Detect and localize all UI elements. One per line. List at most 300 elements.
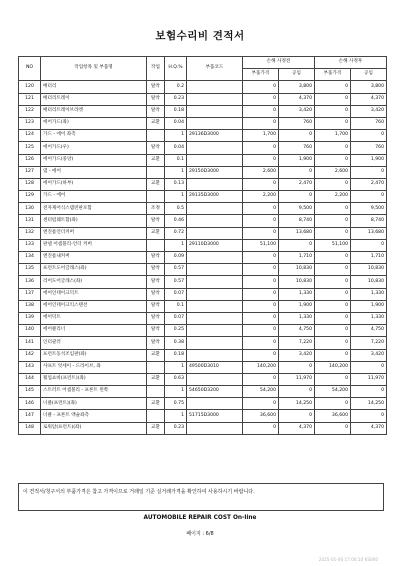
cell-work [147, 410, 165, 422]
cell-after-labor: 1,330 [351, 312, 387, 324]
cell-hq: 0.46 [165, 215, 187, 227]
cell-before-part-price: 0 [243, 203, 279, 215]
cell-hq: 0.2 [165, 81, 187, 93]
table-row [19, 288, 387, 300]
cell-before-labor: 0 [279, 130, 315, 142]
cell-no: 124 [19, 130, 41, 142]
cell-before-labor: 4,370 [279, 422, 315, 434]
cell-code [187, 312, 243, 324]
cell-code [187, 215, 243, 227]
cell-hq: 0.75 [165, 398, 187, 410]
cell-no: 130 [19, 203, 41, 215]
cell-after-labor: 760 [351, 117, 387, 129]
cell-after-labor: 0 [351, 130, 387, 142]
cell-after-part-price: 2,600 [315, 166, 351, 178]
cell-hq: 0.07 [165, 312, 187, 324]
cell-after-part-price: 0 [315, 288, 351, 300]
cell-before-labor: 3,420 [279, 349, 315, 361]
cell-after-labor: 3,420 [351, 349, 387, 361]
cell-after-labor: 0 [351, 361, 387, 373]
cell-before-part-price: 0 [243, 276, 279, 288]
cell-after-part-price: 0 [315, 337, 351, 349]
cell-after-labor: 7,220 [351, 337, 387, 349]
header-after-group: 손해 사정후 [315, 57, 387, 69]
cell-work: 탈착 [147, 81, 165, 93]
cell-no: 139 [19, 312, 41, 324]
cell-work: 교환 [147, 373, 165, 385]
header-before-group: 손해 사정전 [243, 57, 315, 69]
cell-after-part-price: 0 [315, 154, 351, 166]
table-row [19, 410, 387, 422]
table-row [19, 312, 387, 324]
table-row [19, 349, 387, 361]
cell-code: 49500D3010 [187, 361, 243, 373]
cell-no: 147 [19, 410, 41, 422]
cell-code [187, 264, 243, 276]
cell-before-part-price: 0 [243, 252, 279, 264]
cell-after-part-price: 0 [315, 422, 351, 434]
cell-before-labor: 1,330 [279, 312, 315, 324]
cell-work: 탈착 [147, 312, 165, 324]
cell-code [187, 422, 243, 434]
cell-before-labor: 10,830 [279, 264, 315, 276]
cell-item: 휠업쇼바(프런트)(좌) [41, 373, 147, 385]
cell-after-part-price: 0 [315, 276, 351, 288]
table-body [19, 81, 387, 434]
cell-after-part-price: 0 [315, 93, 351, 105]
cell-work: 교환 [147, 178, 165, 190]
cell-before-labor: 8,740 [279, 215, 315, 227]
cell-before-labor: 1,900 [279, 154, 315, 166]
cell-after-part-price: 54,200 [315, 386, 351, 398]
cell-item: 배터리 [41, 81, 147, 93]
cell-before-labor: 11,970 [279, 373, 315, 385]
cell-after-part-price: 0 [315, 203, 351, 215]
cell-after-labor: 760 [351, 142, 387, 154]
cell-work: 탈착 [147, 252, 165, 264]
cell-hq: 0.57 [165, 264, 187, 276]
cell-hq: 1 [165, 166, 187, 178]
cell-before-part-price: 0 [243, 178, 279, 190]
cell-no: 126 [19, 154, 41, 166]
cell-work [147, 130, 165, 142]
cell-after-part-price: 0 [315, 81, 351, 93]
cell-after-labor: 13,680 [351, 227, 387, 239]
cell-no: 144 [19, 373, 41, 385]
cell-after-part-price: 1,700 [315, 130, 351, 142]
cell-code [187, 227, 243, 239]
cell-after-part-price: 140,200 [315, 361, 351, 373]
cell-before-labor: 4,750 [279, 325, 315, 337]
cell-hq: 0.38 [165, 337, 187, 349]
cell-before-part-price: 0 [243, 373, 279, 385]
cell-work: 교환 [147, 154, 165, 166]
cell-after-part-price: 0 [315, 325, 351, 337]
table-row [19, 337, 387, 349]
cell-before-part-price: 54,200 [243, 386, 279, 398]
cell-before-part-price: 51,100 [243, 239, 279, 251]
cell-after-part-price: 36,600 [315, 410, 351, 422]
cell-before-labor: 14,250 [279, 398, 315, 410]
cell-before-labor: 10,830 [279, 276, 315, 288]
cell-work: 탈착 [147, 337, 165, 349]
cell-before-labor: 0 [279, 361, 315, 373]
cell-work: 교환 [147, 422, 165, 434]
cell-item: 가드 - 에어 좌측 [41, 130, 147, 142]
table-row [19, 105, 387, 117]
cell-item: 로워암(프런트)(좌) [41, 422, 147, 434]
cell-hq: 1 [165, 239, 187, 251]
cell-before-labor: 0 [279, 191, 315, 203]
cell-after-labor: 1,330 [351, 288, 387, 300]
cell-no: 122 [19, 105, 41, 117]
cell-code [187, 154, 243, 166]
cell-item: 에어덕트 [41, 312, 147, 324]
cell-before-labor: 2,470 [279, 178, 315, 190]
cell-before-part-price: 1,700 [243, 130, 279, 142]
estimate-table [18, 56, 387, 435]
cell-before-part-price: 0 [243, 142, 279, 154]
cell-before-part-price: 0 [243, 93, 279, 105]
cell-before-part-price: 0 [243, 264, 279, 276]
cell-code [187, 325, 243, 337]
cell-no: 146 [19, 398, 41, 410]
cell-no: 129 [19, 191, 41, 203]
header-no: NO [19, 57, 41, 81]
cell-after-labor: 11,970 [351, 373, 387, 385]
cell-before-part-price: 0 [243, 105, 279, 117]
table-row [19, 252, 387, 264]
cell-before-part-price: 0 [243, 349, 279, 361]
cell-before-part-price: 0 [243, 325, 279, 337]
cell-before-part-price: 2,200 [243, 191, 279, 203]
cell-hq: 0.25 [165, 325, 187, 337]
cell-hq: 1 [165, 130, 187, 142]
cell-hq: 1 [165, 386, 187, 398]
cell-before-part-price: 0 [243, 81, 279, 93]
cell-work: 교환 [147, 398, 165, 410]
cell-code [187, 252, 243, 264]
cell-after-part-price: 0 [315, 142, 351, 154]
cell-code: 54650D3200 [187, 386, 243, 398]
cell-item: 너클(프런트)(좌) [41, 398, 147, 410]
cell-before-part-price: 0 [243, 288, 279, 300]
table-row [19, 361, 387, 373]
cell-after-labor: 4,750 [351, 325, 387, 337]
cell-after-labor: 10,830 [351, 276, 387, 288]
table-row [19, 422, 387, 434]
cell-after-labor: 2,470 [351, 178, 387, 190]
document-title: 보험수리비 견적서 [155, 30, 245, 42]
header-code: 부품코드 [187, 57, 243, 81]
cell-item: 에어가드(좌) [41, 117, 147, 129]
cell-no: 137 [19, 288, 41, 300]
cell-after-part-price: 0 [315, 252, 351, 264]
cell-no: 125 [19, 142, 41, 154]
cell-item: 판넬 어셈블리-언더 커버 [41, 239, 147, 251]
cell-before-labor: 13,680 [279, 227, 315, 239]
cell-no: 121 [19, 93, 41, 105]
cell-no: 142 [19, 349, 41, 361]
cell-code [187, 203, 243, 215]
cell-no: 140 [19, 325, 41, 337]
table-header [19, 57, 387, 81]
cell-after-part-price: 0 [315, 398, 351, 410]
table-row [19, 154, 387, 166]
cell-item: 에어클리너 [41, 325, 147, 337]
cell-before-labor: 3,800 [279, 81, 315, 93]
cell-code: 51715D3000 [187, 410, 243, 422]
cell-hq: 0.63 [165, 373, 187, 385]
cell-item: 너클 - 프론트 액슬좌측 [41, 410, 147, 422]
cell-before-labor: 9,500 [279, 203, 315, 215]
cell-no: 132 [19, 227, 41, 239]
cell-hq: 1 [165, 191, 187, 203]
cell-code [187, 81, 243, 93]
cell-after-part-price: 0 [315, 178, 351, 190]
cell-no: 134 [19, 252, 41, 264]
header-before-labor: 공임 [279, 69, 315, 81]
cell-no: 145 [19, 386, 41, 398]
cell-code: 29110D3000 [187, 239, 243, 251]
cell-hq: 1 [165, 361, 187, 373]
cell-hq: 0.18 [165, 349, 187, 361]
cell-after-part-price: 0 [315, 117, 351, 129]
table-row [19, 325, 387, 337]
cell-after-labor: 0 [351, 191, 387, 203]
cell-hq: 0.1 [165, 300, 187, 312]
page-number: 페이지 : 6/8 [186, 531, 214, 537]
cell-hq: 0.5 [165, 203, 187, 215]
cell-before-labor: 4,370 [279, 93, 315, 105]
cell-before-part-price: 0 [243, 312, 279, 324]
cell-after-part-price: 0 [315, 215, 351, 227]
cell-work [147, 386, 165, 398]
cell-item: 스트러트 어셈블리 - 프론트 왼쪽 [41, 386, 147, 398]
cell-item: 가드 - 에어 [41, 191, 147, 203]
cell-no: 127 [19, 166, 41, 178]
cell-after-part-price: 0 [315, 300, 351, 312]
cell-code [187, 276, 243, 288]
table-row [19, 191, 387, 203]
cell-item: 샤프트 엇세이 - 드라이브, 좌 [41, 361, 147, 373]
cell-before-part-price: 140,200 [243, 361, 279, 373]
cell-code [187, 349, 243, 361]
cell-work: 교환 [147, 349, 165, 361]
table-row [19, 373, 387, 385]
cell-work: 탈착 [147, 93, 165, 105]
table-row [19, 227, 387, 239]
header-after-labor: 공임 [351, 69, 387, 81]
cell-work: 교환 [147, 227, 165, 239]
cell-item: 전자제어식스템빈판포함 [41, 203, 147, 215]
cell-code [187, 300, 243, 312]
cell-item: 프런트동석조임판(좌) [41, 349, 147, 361]
cell-item: 에어인테이크덕트 [41, 288, 147, 300]
cell-item: 엔진룸언더커버 [41, 227, 147, 239]
cell-after-part-price: 0 [315, 312, 351, 324]
cell-hq: 0.23 [165, 422, 187, 434]
table-row [19, 130, 387, 142]
cell-after-part-price: 0 [315, 373, 351, 385]
cell-before-labor: 0 [279, 410, 315, 422]
cell-after-labor: 3,800 [351, 81, 387, 93]
price-notice: 이 견적서/청구서의 부품가격은 참고 가격이므로 거래일 기준 실거래가격을 확인하여 사용하시기 바랍니다. [18, 483, 384, 511]
cell-hq: 0.07 [165, 288, 187, 300]
cell-before-part-price: 0 [243, 422, 279, 434]
cell-before-part-price: 0 [243, 154, 279, 166]
cell-code [187, 117, 243, 129]
table-row [19, 142, 387, 154]
cell-before-part-price: 0 [243, 398, 279, 410]
cell-before-part-price: 2,600 [243, 166, 279, 178]
cell-hq: 0.04 [165, 117, 187, 129]
cell-no: 131 [19, 215, 41, 227]
cell-hq: 1 [165, 410, 187, 422]
table-row [19, 264, 387, 276]
cell-no: 123 [19, 117, 41, 129]
cell-work: 탈착 [147, 288, 165, 300]
table-row [19, 300, 387, 312]
cell-before-part-price: 0 [243, 300, 279, 312]
cell-hq: 0.57 [165, 276, 187, 288]
cell-after-part-price: 0 [315, 105, 351, 117]
cell-after-labor: 4,370 [351, 422, 387, 434]
cell-after-labor: 0 [351, 410, 387, 422]
cell-before-labor: 3,420 [279, 105, 315, 117]
cell-item: 리어도어글래스(좌) [41, 276, 147, 288]
cell-no: 135 [19, 264, 41, 276]
cell-work: 탈착 [147, 142, 165, 154]
cell-after-part-price: 51,100 [315, 239, 351, 251]
cell-code [187, 337, 243, 349]
cell-code [187, 105, 243, 117]
table-row [19, 398, 387, 410]
cell-item: 에어가드(하부) [41, 178, 147, 190]
header-work: 작업 [147, 57, 165, 81]
cell-before-labor: 1,710 [279, 252, 315, 264]
cell-before-part-price: 36,600 [243, 410, 279, 422]
cell-after-labor: 3,420 [351, 105, 387, 117]
cell-no: 141 [19, 337, 41, 349]
cell-before-labor: 7,220 [279, 337, 315, 349]
table-row [19, 93, 387, 105]
print-timestamp: 2025-01-06 17:06:10 KS000 [318, 557, 378, 562]
cell-hq: 0.04 [165, 142, 187, 154]
table-row [19, 178, 387, 190]
cell-no: 120 [19, 81, 41, 93]
table-row [19, 81, 387, 93]
cell-no: 136 [19, 276, 41, 288]
table-row [19, 239, 387, 251]
cell-item: 엔진룸내커버 [41, 252, 147, 264]
table-row [19, 203, 387, 215]
cell-before-labor: 0 [279, 166, 315, 178]
cell-work: 조정 [147, 203, 165, 215]
cell-code: 29150D3000 [187, 166, 243, 178]
cell-no: 128 [19, 178, 41, 190]
cell-item: 에어가드(우) [41, 142, 147, 154]
cell-before-part-price: 0 [243, 215, 279, 227]
cell-work: 탈착 [147, 276, 165, 288]
cell-item: 에어가드(중앙) [41, 154, 147, 166]
cell-after-part-price: 0 [315, 349, 351, 361]
cell-no: 143 [19, 361, 41, 373]
table-row [19, 166, 387, 178]
cell-item: 프런트도어글래스(좌) [41, 264, 147, 276]
cell-work [147, 191, 165, 203]
cell-work: 탈착 [147, 215, 165, 227]
cell-hq: 0.72 [165, 227, 187, 239]
cell-hq: 0.13 [165, 178, 187, 190]
cell-after-labor: 8,740 [351, 215, 387, 227]
cell-after-labor: 0 [351, 166, 387, 178]
cell-code: 29136D3000 [187, 130, 243, 142]
cell-hq: 0.18 [165, 105, 187, 117]
cell-before-labor: 0 [279, 386, 315, 398]
cell-item: 배터리트레이브라켓 [41, 105, 147, 117]
cell-after-labor: 4,370 [351, 93, 387, 105]
cell-before-labor: 760 [279, 117, 315, 129]
cell-after-labor: 0 [351, 239, 387, 251]
cell-after-part-price: 0 [315, 264, 351, 276]
cell-after-labor: 9,500 [351, 203, 387, 215]
cell-item: 인터쿨러 [41, 337, 147, 349]
header-after-part-price: 부품가격 [315, 69, 351, 81]
cell-item: 센터펌웨트함(좌) [41, 215, 147, 227]
cell-work [147, 166, 165, 178]
cell-no: 148 [19, 422, 41, 434]
cell-item: 댐 - 에어 [41, 166, 147, 178]
cell-no: 138 [19, 300, 41, 312]
cell-no: 133 [19, 239, 41, 251]
cell-before-part-price: 0 [243, 117, 279, 129]
cell-code [187, 288, 243, 300]
cell-after-labor: 10,830 [351, 264, 387, 276]
cell-hq: 0.09 [165, 252, 187, 264]
table-row [19, 386, 387, 398]
cell-before-part-price: 0 [243, 227, 279, 239]
cell-after-part-price: 0 [315, 227, 351, 239]
header-before-part-price: 부품가격 [243, 69, 279, 81]
cell-before-labor: 1,330 [279, 288, 315, 300]
cell-item: 에어인테이크익스텐션 [41, 300, 147, 312]
cell-code [187, 398, 243, 410]
cell-work: 교환 [147, 117, 165, 129]
cell-before-labor: 0 [279, 239, 315, 251]
cell-after-labor: 0 [351, 386, 387, 398]
cell-code [187, 93, 243, 105]
cell-work: 탈착 [147, 105, 165, 117]
cell-code [187, 178, 243, 190]
cell-code [187, 142, 243, 154]
cell-before-part-price: 0 [243, 337, 279, 349]
cell-after-part-price: 2,200 [315, 191, 351, 203]
cell-hq: 0.23 [165, 93, 187, 105]
cell-work: 탈착 [147, 300, 165, 312]
table-row [19, 215, 387, 227]
cell-item: 배터리트레이 [41, 93, 147, 105]
header-item: 작업항목 및 부품명 [41, 57, 147, 81]
cell-work [147, 361, 165, 373]
footer-title: AUTOMOBILE REPAIR COST On-line [143, 515, 257, 521]
cell-hq: 0.1 [165, 154, 187, 166]
header-hq: H.Q.% [165, 57, 187, 81]
cell-code [187, 373, 243, 385]
cell-after-labor: 1,900 [351, 154, 387, 166]
cell-work: 탈착 [147, 325, 165, 337]
cell-work: 탈착 [147, 264, 165, 276]
